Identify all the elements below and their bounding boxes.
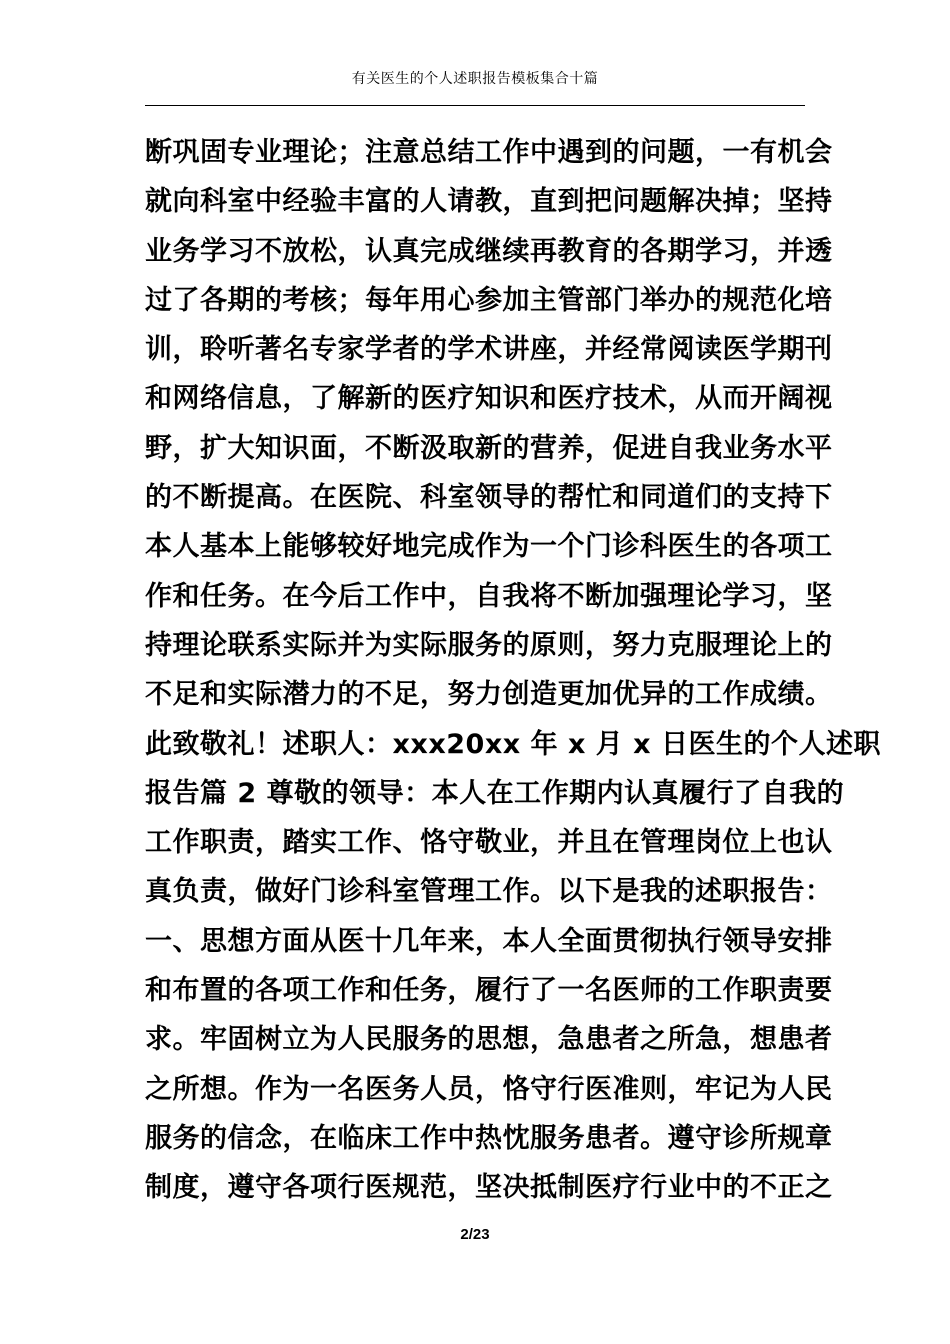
text-line: 制度，遵守各项行医规范，坚决抵制医疗行业中的不正之	[145, 1172, 833, 1204]
text-line: 断巩固专业理论；注意总结工作中遇到的问题，一有机会	[145, 137, 833, 168]
text-line: 报告篇 2 尊敬的领导：本人在工作期内认真履行了自我的	[145, 777, 845, 809]
text-line: 持理论联系实际并为实际服务的原则，努力克服理论上的	[145, 629, 833, 661]
text-line: 就向科室中经验丰富的人请教，直到把问题解决掉；坚持	[145, 186, 833, 218]
text-line: 作和任务。在今后工作中，自我将不断加强理论学习，坚	[145, 580, 833, 612]
text-line: 服务的信念，在临床工作中热忱服务患者。遵守诊所规章	[145, 1122, 833, 1154]
page-number: 2/23	[460, 1226, 490, 1243]
text-line: 真负责，做好门诊科室管理工作。以下是我的述职报告：	[145, 876, 833, 908]
text-line: 工作职责，踏实工作、恪守敬业，并且在管理岗位上也认	[145, 827, 833, 859]
text-line: 的不断提高。在医院、科室领导的帮忙和同道们的支持下	[145, 482, 833, 514]
text-line: 训，聆听著名专家学者的学术讲座，并经常阅读医学期刊	[145, 334, 833, 366]
text-line: 之所想。作为一名医务人员，恪守行医准则，牢记为人民	[145, 1073, 833, 1105]
text-line: 和网络信息，了解新的医疗知识和医疗技术，从而开阔视	[145, 383, 833, 415]
text-line: 不足和实际潜力的不足，努力创造更加优异的工作成绩。	[145, 679, 833, 711]
text-line: 和布置的各项工作和任务，履行了一名医师的工作职责要	[145, 975, 833, 1007]
text-line: 业务学习不放松，认真完成继续再教育的各期学习，并透	[145, 235, 833, 267]
text-line: 过了各期的考核；每年用心参加主管部门举办的规范化培	[145, 284, 833, 316]
document-body	[145, 128, 881, 1213]
text-line: 一、思想方面从医十几年来，本人全面贯彻执行领导安排	[145, 925, 833, 957]
text-line: 野，扩大知识面，不断汲取新的营养，促进自我业务水平	[145, 432, 833, 464]
text-line: 本人基本上能够较好地完成作为一个门诊科医生的各项工	[145, 531, 833, 563]
page-header-title: 有关医生的个人述职报告模板集合十篇	[351, 71, 599, 87]
text-line: 求。牢固树立为人民服务的思想，急患者之所急，想患者	[145, 1024, 833, 1056]
text-line: 此致敬礼！述职人：xxx20xx 年 x 月 x 日医生的个人述职	[145, 728, 881, 760]
header-divider	[145, 105, 805, 106]
